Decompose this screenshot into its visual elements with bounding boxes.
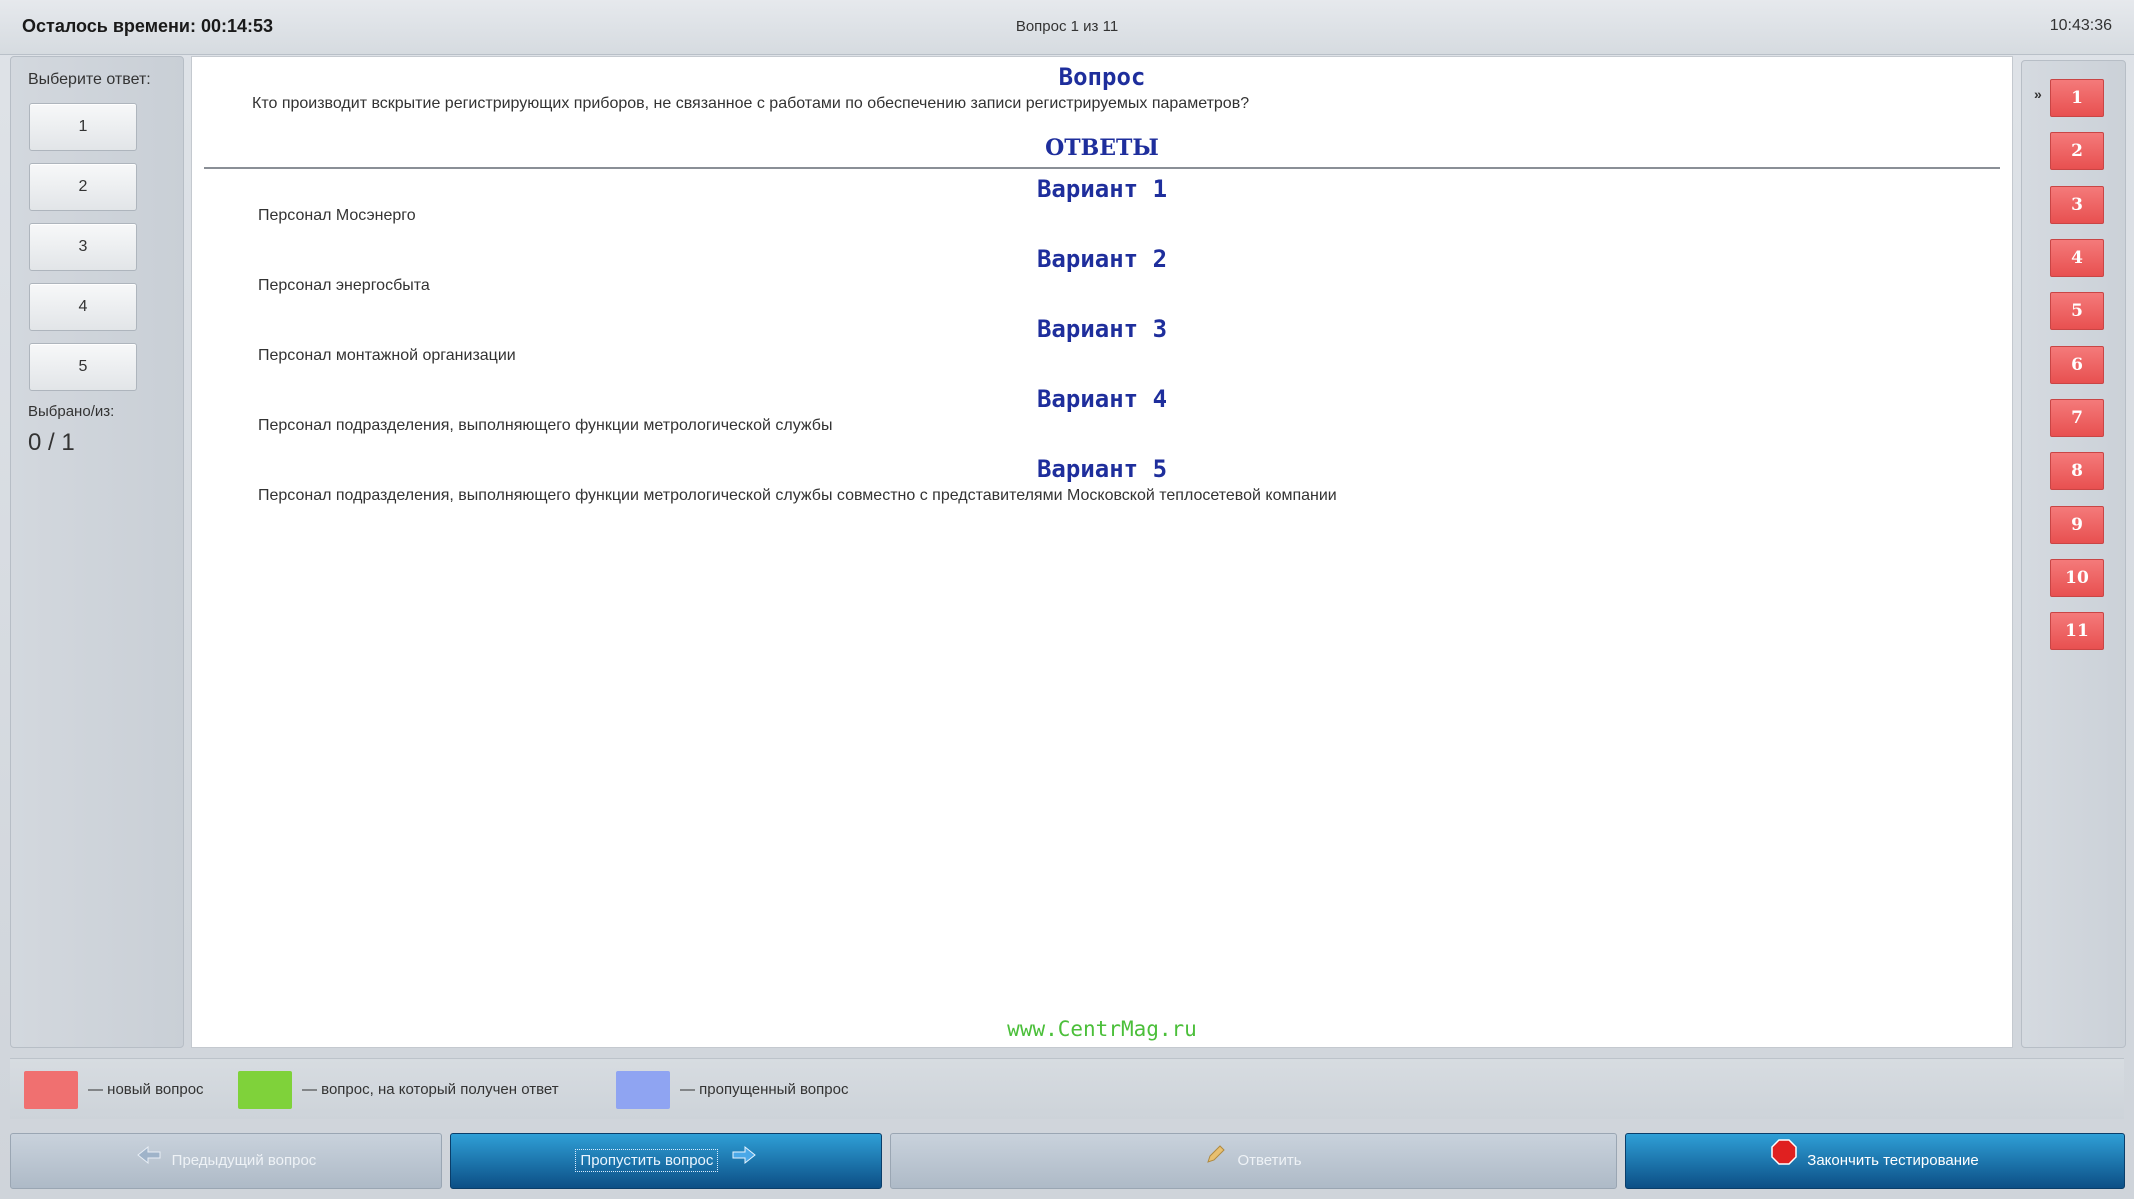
- variant-title: Вариант 2: [1036, 245, 1168, 273]
- previous-question-label: Предыдущий вопрос: [171, 1152, 317, 1169]
- clock: 10:43:36: [2049, 17, 2112, 34]
- question-content: [191, 56, 2013, 1048]
- legend-label-skipped: — пропущенный вопрос: [680, 1081, 849, 1098]
- legend-swatch-new: [24, 1071, 78, 1109]
- legend-label-answered: — вопрос, на который получен ответ: [302, 1081, 559, 1098]
- divider: [204, 167, 2000, 169]
- variant-text: Персонал энергосбыта: [258, 277, 430, 294]
- variant-title: Вариант 1: [1036, 175, 1168, 203]
- previous-question-button[interactable]: [10, 1133, 442, 1189]
- variant-title: Вариант 3: [1036, 315, 1168, 343]
- finish-test-button[interactable]: [1625, 1133, 2125, 1189]
- time-remaining: Осталось времени: 00:14:53: [22, 16, 274, 36]
- question-counter: Вопрос 1 из 11: [1015, 18, 1119, 35]
- question-nav-button[interactable]: 9: [2050, 506, 2104, 544]
- question-nav-button[interactable]: 8: [2050, 452, 2104, 490]
- pencil-icon: [1205, 1134, 1227, 1188]
- arrow-right-icon: [731, 1134, 757, 1188]
- answer-select-panel: [10, 56, 184, 1048]
- legend-swatch-skipped: [616, 1071, 670, 1109]
- answer-button-4[interactable]: 4: [29, 283, 137, 331]
- answers-heading: ОТВЕТЫ: [1045, 135, 1159, 161]
- variant-text: Персонал Мосэнерго: [258, 207, 416, 224]
- answer-button-3[interactable]: 3: [29, 223, 137, 271]
- question-nav-button[interactable]: 4: [2050, 239, 2104, 277]
- question-nav-button[interactable]: 5: [2050, 292, 2104, 330]
- answer-button-5[interactable]: 5: [29, 343, 137, 391]
- question-title: Вопрос: [1058, 63, 1146, 91]
- question-nav-button[interactable]: 2: [2050, 132, 2104, 170]
- current-question-marker: »: [2034, 86, 2042, 102]
- question-nav-button[interactable]: 11: [2050, 612, 2104, 650]
- skip-question-label: Пропустить вопрос: [575, 1149, 718, 1172]
- skip-question-button[interactable]: [450, 1133, 882, 1189]
- variant-text: Персонал подразделения, выполняющего функции метрологической службы: [258, 417, 833, 434]
- legend-label-new: — новый вопрос: [88, 1081, 204, 1098]
- variant-title: Вариант 5: [1036, 455, 1168, 483]
- question-nav-button[interactable]: 10: [2050, 559, 2104, 597]
- answer-button-2[interactable]: 2: [29, 163, 137, 211]
- question-nav-button[interactable]: 7: [2050, 399, 2104, 437]
- top-bar: [0, 0, 2134, 55]
- variant-text: Персонал монтажной организации: [258, 347, 516, 364]
- choose-answer-label: Выберите ответ:: [28, 71, 151, 88]
- finish-test-label: Закончить тестирование: [1807, 1152, 1979, 1169]
- arrow-left-icon: [136, 1134, 162, 1188]
- variant-title: Вариант 4: [1036, 385, 1168, 413]
- question-nav-button[interactable]: 3: [2050, 186, 2104, 224]
- selected-count-label: Выбрано/из:: [28, 403, 115, 420]
- answer-label: Ответить: [1237, 1152, 1302, 1169]
- stop-icon: [1771, 1134, 1797, 1188]
- question-nav-button[interactable]: 6: [2050, 346, 2104, 384]
- watermark: www.CentrMag.ru: [1007, 1017, 1197, 1041]
- answer-button[interactable]: [890, 1133, 1617, 1189]
- answer-button-1[interactable]: 1: [29, 103, 137, 151]
- question-nav-button[interactable]: 1: [2050, 79, 2104, 117]
- legend-swatch-answered: [238, 1071, 292, 1109]
- question-text: Кто производит вскрытие регистрирующих приборов, не связанное с работами по обеспечению записи регистрируемых параметров?: [252, 95, 1250, 112]
- question-nav-panel: [2021, 60, 2126, 1048]
- selected-count-value: 0 / 1: [28, 429, 75, 456]
- color-legend: [10, 1058, 2124, 1119]
- variant-text: Персонал подразделения, выполняющего функции метрологической службы совместно с представителями Московской теплосетевой компании: [258, 487, 1337, 504]
